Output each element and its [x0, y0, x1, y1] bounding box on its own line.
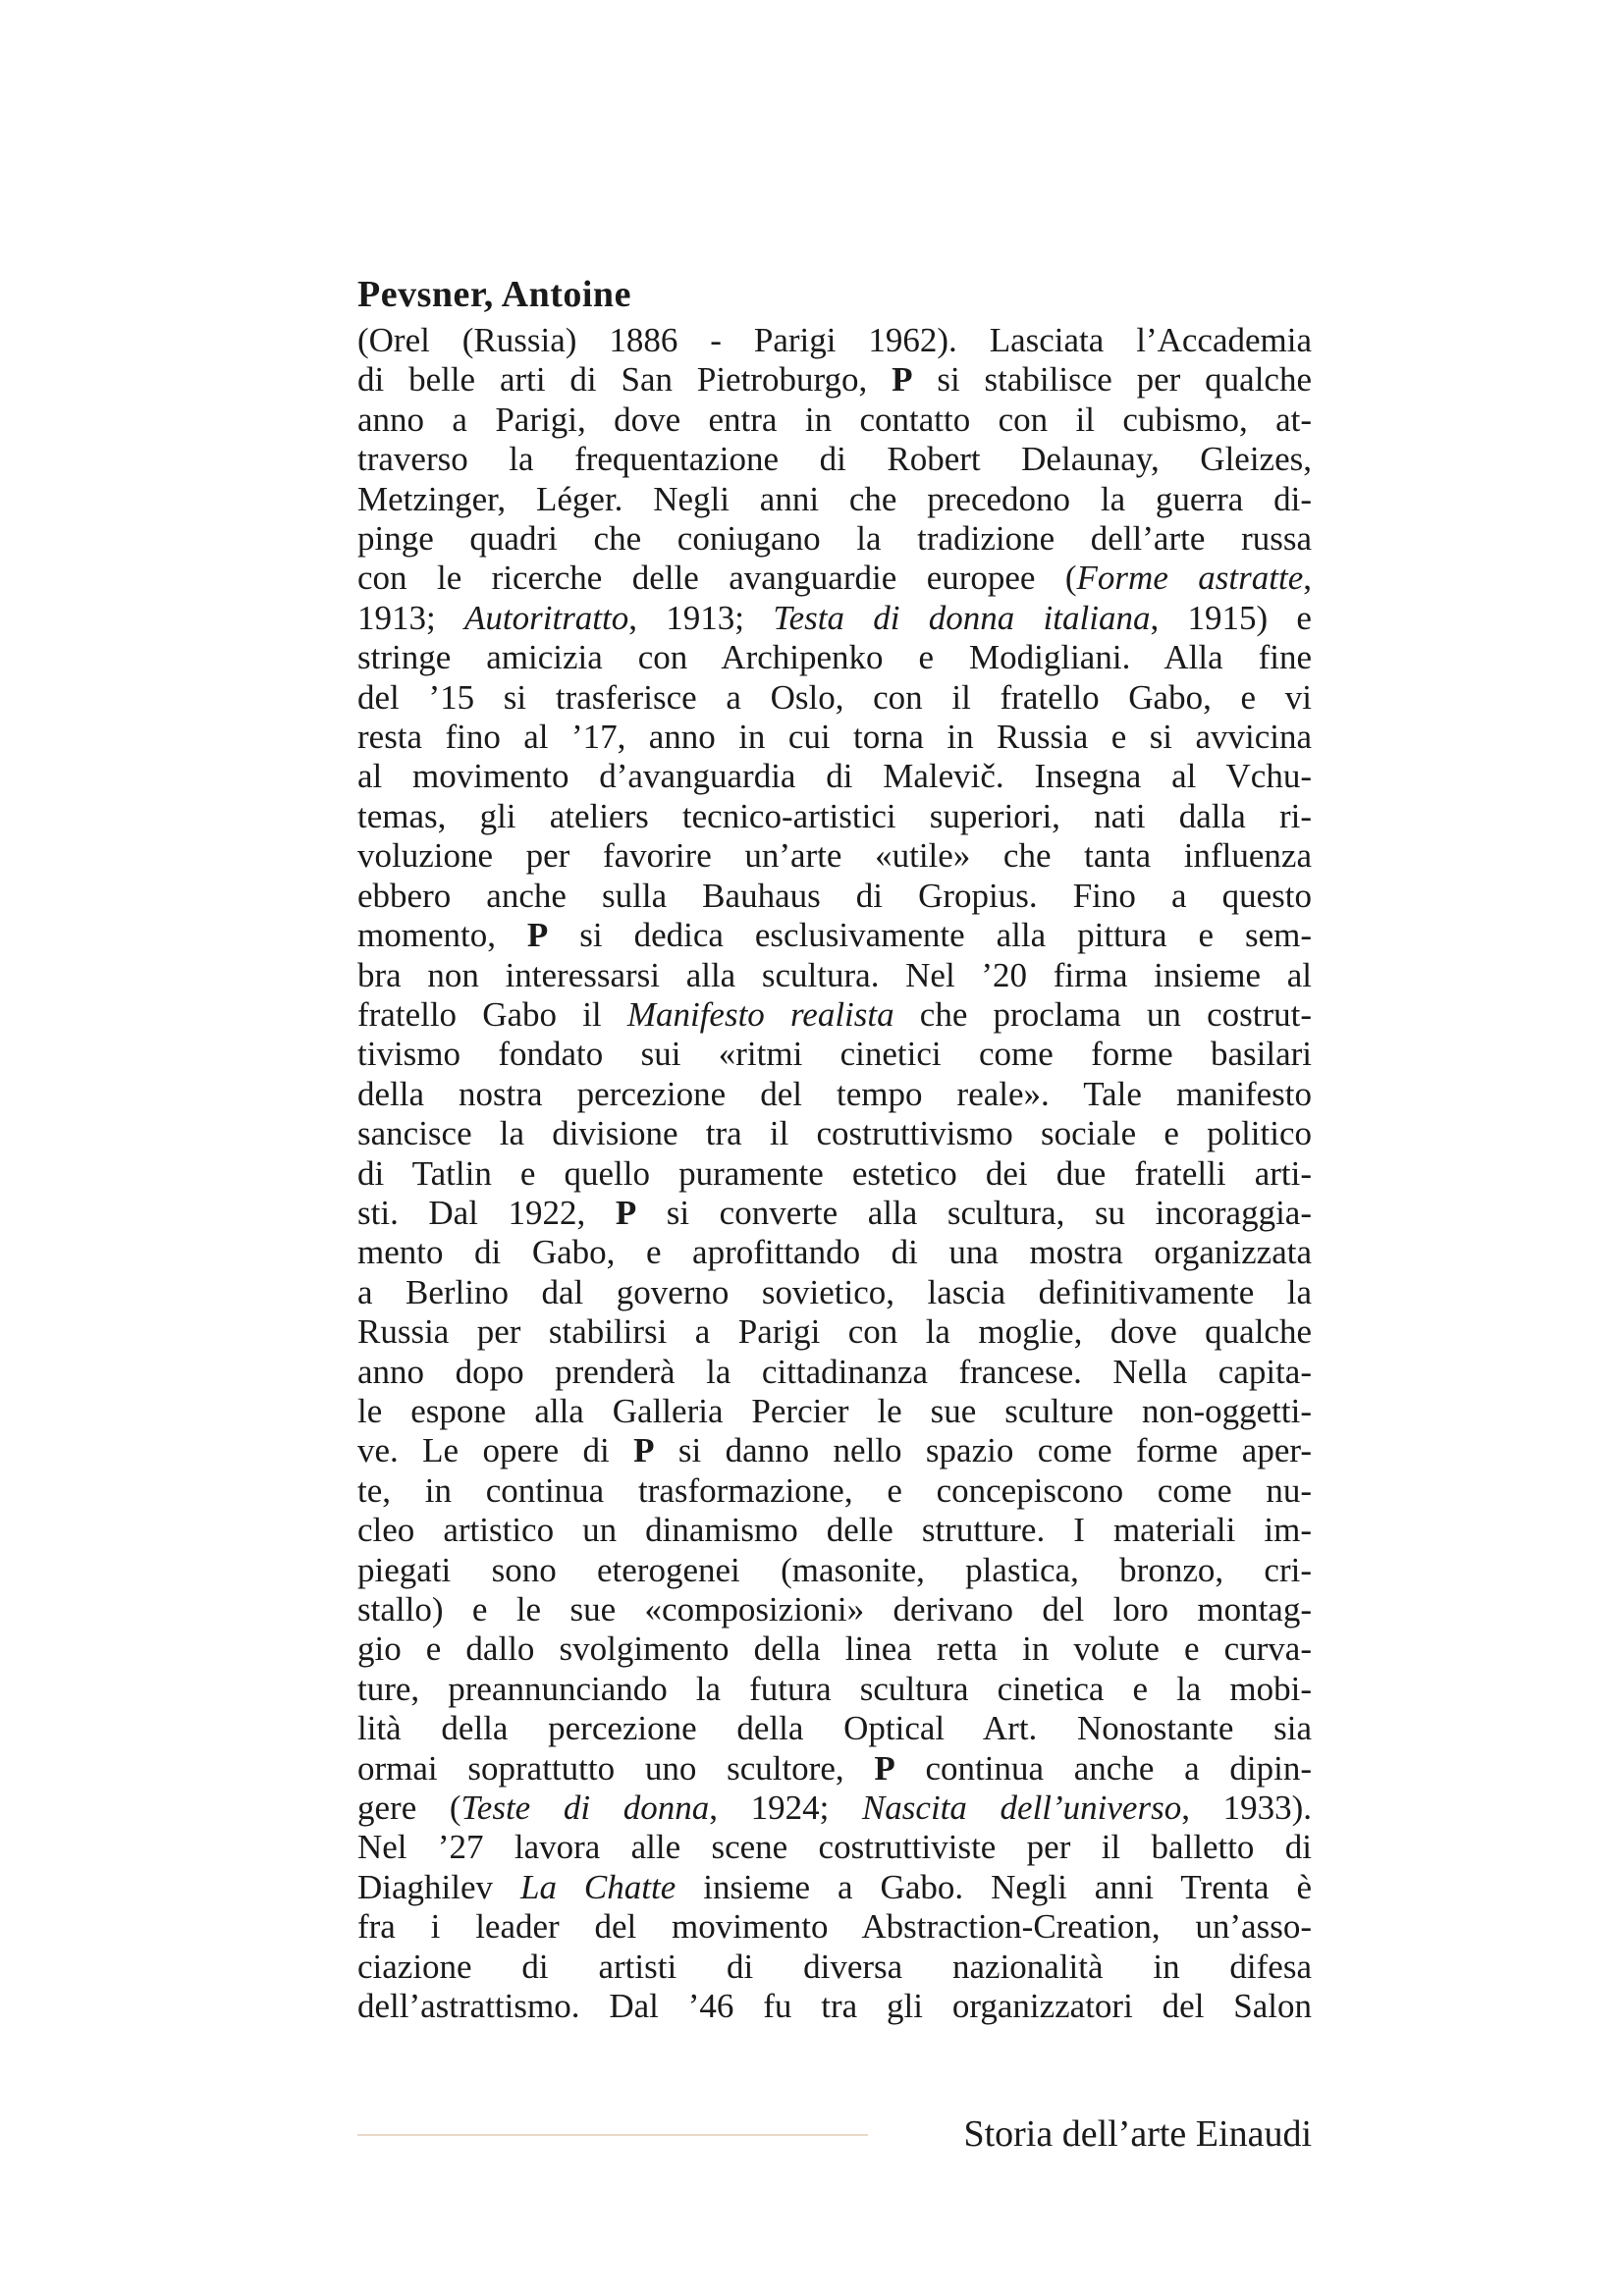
- text-run: insieme a Gabo. Negli anni Trenta è: [676, 1867, 1312, 1906]
- text-run: ebbero anche sulla Bauhaus di Gropius. Fino a questo: [357, 876, 1312, 915]
- text-line: [357, 1828, 1312, 1867]
- text-line: [357, 1035, 1312, 1074]
- text-run: resta fino al ’17, anno in cui torna in Russia e si avvicina: [357, 718, 1312, 757]
- text-run: temas, gli ateliers tecnico-artistici superiori, nati dalla ri-: [357, 796, 1312, 835]
- text-line: [357, 638, 1312, 677]
- text-run: gere (: [357, 1789, 461, 1828]
- bold-abbrev: P: [526, 916, 549, 955]
- text-line: [357, 678, 1312, 718]
- text-line: [357, 1075, 1312, 1114]
- text-run: 1913;: [357, 598, 465, 637]
- text-line: [357, 1233, 1312, 1272]
- italic-title: La Chatte: [519, 1867, 676, 1906]
- text-line: [357, 360, 1312, 400]
- text-run: che proclama un costrut-: [893, 994, 1312, 1034]
- text-run: dell’astrattismo. Dal ’46 fu tra gli organizzatori del Salon: [357, 1987, 1312, 2026]
- text-run: anno a Parigi, dove entra in contatto con il cubismo, at-: [357, 400, 1312, 439]
- text-run: lità della percezione della Optical Art. Nonostante sia: [357, 1709, 1312, 1748]
- text-line: [357, 1789, 1312, 1828]
- text-line: [357, 519, 1312, 559]
- text-run: si converte alla scultura, su incoraggia-: [636, 1193, 1312, 1232]
- text-run: ture, preannunciando la futura scultura cinetica e la mobi-: [357, 1669, 1312, 1708]
- text-line: [357, 797, 1312, 836]
- text-run: (Orel (Russia) 1886 - Parigi 1962). Lasciata l’Accademia: [357, 321, 1312, 359]
- text-run: Diaghilev: [357, 1867, 520, 1906]
- text-line: [357, 757, 1312, 796]
- text-run: si stabilisce per qualche: [912, 360, 1312, 400]
- text-line: [357, 1670, 1312, 1709]
- text-run: sti. Dal 1922,: [357, 1193, 616, 1232]
- text-run: gio e dallo svolgimento della linea retta in volute e curva-: [357, 1629, 1312, 1669]
- text-run: di Tatlin e quello puramente estetico dei due fratelli arti-: [357, 1153, 1312, 1193]
- text-run: le espone alla Galleria Percier le sue sculture non-oggetti-: [357, 1391, 1312, 1430]
- text-line: [357, 599, 1312, 638]
- text-run: cleo artistico un dinamismo delle strutture. I materiali im-: [357, 1511, 1312, 1550]
- text-run: al movimento d’avanguardia di Malevič. Insegna al Vchu-: [357, 757, 1312, 796]
- text-line: [357, 1590, 1312, 1629]
- italic-title: Testa di donna italiana: [773, 598, 1151, 637]
- text-line: [357, 1511, 1312, 1550]
- text-line: [357, 1749, 1312, 1789]
- text-run: ormai soprattutto uno scultore,: [357, 1748, 875, 1788]
- text-run: ciazione di artisti di diversa nazionalità in difesa: [357, 1947, 1312, 1986]
- text-run: stringe amicizia con Archipenko e Modigliani. Alla fine: [357, 638, 1312, 677]
- text-line: [357, 995, 1312, 1035]
- text-line: [357, 1907, 1312, 1947]
- text-run: si dedica esclusivamente alla pittura e sem-: [548, 916, 1312, 955]
- text-run: , 1924;: [709, 1789, 862, 1828]
- text-run: con le ricerche delle avanguardie europee (: [357, 559, 1077, 598]
- bold-abbrev: P: [892, 360, 913, 400]
- text-line: [357, 1471, 1312, 1511]
- italic-title: Autoritratto: [464, 598, 629, 637]
- text-run: Russia per stabilirsi a Parigi con la moglie, dove qualche: [357, 1312, 1312, 1352]
- text-line: [357, 1353, 1312, 1392]
- text-line: [357, 877, 1312, 916]
- text-line: [357, 1273, 1312, 1312]
- text-run: Metzinger, Léger. Negli anni che precedono la guerra di-: [357, 479, 1312, 518]
- text-line: [357, 559, 1312, 598]
- bold-abbrev: P: [633, 1431, 655, 1470]
- text-line: [357, 1154, 1312, 1194]
- text-run: momento,: [357, 916, 527, 955]
- text-run: bra non interessarsi alla scultura. Nel ’20 firma insieme al: [357, 955, 1312, 994]
- text-run: , 1913;: [628, 598, 774, 637]
- text-run: fra i leader del movimento Abstraction-Creation, un’asso-: [357, 1907, 1312, 1947]
- text-line: [357, 956, 1312, 995]
- text-run: stallo) e le sue «composizioni» derivano del loro montag-: [357, 1590, 1312, 1629]
- text-run: traverso la frequentazione di Robert Delaunay, Gleizes,: [357, 440, 1312, 479]
- encyclopedia-entry: [357, 270, 1312, 2026]
- text-run: , 1915) e: [1150, 598, 1312, 637]
- text-run: a Berlino dal governo sovietico, lascia definitivamente la: [357, 1272, 1312, 1311]
- text-line: [357, 1194, 1312, 1233]
- footer-rule: [357, 2134, 868, 2136]
- text-line: [357, 400, 1312, 440]
- text-line: [357, 836, 1312, 876]
- text-run: della nostra percezione del tempo reale». Tale manifesto: [357, 1074, 1312, 1113]
- text-line: [357, 1392, 1312, 1431]
- text-run: ve. Le opere di: [357, 1431, 634, 1470]
- text-run: , 1933).: [1181, 1789, 1312, 1828]
- text-line: [357, 1114, 1312, 1153]
- text-run: di belle arti di San Pietroburgo,: [357, 360, 893, 400]
- text-run: del ’15 si trasferisce a Oslo, con il fratello Gabo, e vi: [357, 677, 1312, 717]
- text-run: anno dopo prenderà la cittadinanza francese. Nella capita-: [357, 1352, 1312, 1391]
- text-run: fratello Gabo il: [357, 994, 627, 1034]
- text-line: [357, 1987, 1312, 2026]
- text-run: piegati sono eterogenei (masonite, plastica, bronzo, cri-: [357, 1550, 1312, 1589]
- text-run: sancisce la divisione tra il costruttivismo sociale e politico: [357, 1114, 1312, 1153]
- text-line: [357, 1551, 1312, 1590]
- text-line: [357, 480, 1312, 519]
- text-run: te, in continua trasformazione, e concepiscono come nu-: [357, 1470, 1312, 1510]
- text-line: [357, 321, 1312, 360]
- bold-abbrev: P: [874, 1748, 895, 1788]
- text-line: [357, 1431, 1312, 1470]
- text-line: [357, 440, 1312, 479]
- text-run: tivismo fondato sui «ritmi cinetici come forme basilari: [357, 1035, 1312, 1074]
- entry-body: [357, 321, 1312, 2026]
- italic-title: Teste di donna: [460, 1789, 710, 1828]
- italic-title: Nascita dell’universo: [861, 1789, 1182, 1828]
- italic-title: Forme astratte: [1076, 559, 1304, 598]
- text-line: [357, 718, 1312, 757]
- text-line: [357, 1629, 1312, 1669]
- text-run: voluzione per favorire un’arte «utile» che tanta influenza: [357, 836, 1312, 876]
- text-line: [357, 916, 1312, 955]
- entry-title: Pevsner, Antoine: [357, 274, 631, 315]
- text-run: mento di Gabo, e aprofittando di una mostra organizzata: [357, 1233, 1312, 1272]
- text-run: Nel ’27 lavora alle scene costruttiviste per il balletto di: [357, 1828, 1312, 1867]
- bold-abbrev: P: [615, 1193, 637, 1232]
- text-line: [357, 1312, 1312, 1352]
- text-run: continua anche a dipin-: [894, 1748, 1312, 1788]
- text-run: ,: [1303, 559, 1312, 598]
- text-line: [357, 1709, 1312, 1748]
- italic-title: Manifesto realista: [626, 994, 894, 1034]
- text-run: pinge quadri che coniugano la tradizione dell’arte russa: [357, 519, 1312, 559]
- text-run: si danno nello spazio come forme aper-: [654, 1431, 1312, 1470]
- text-line: [357, 1868, 1312, 1907]
- text-line: [357, 1948, 1312, 1987]
- footer-publisher: Storia dell’arte Einaudi: [963, 2113, 1312, 2155]
